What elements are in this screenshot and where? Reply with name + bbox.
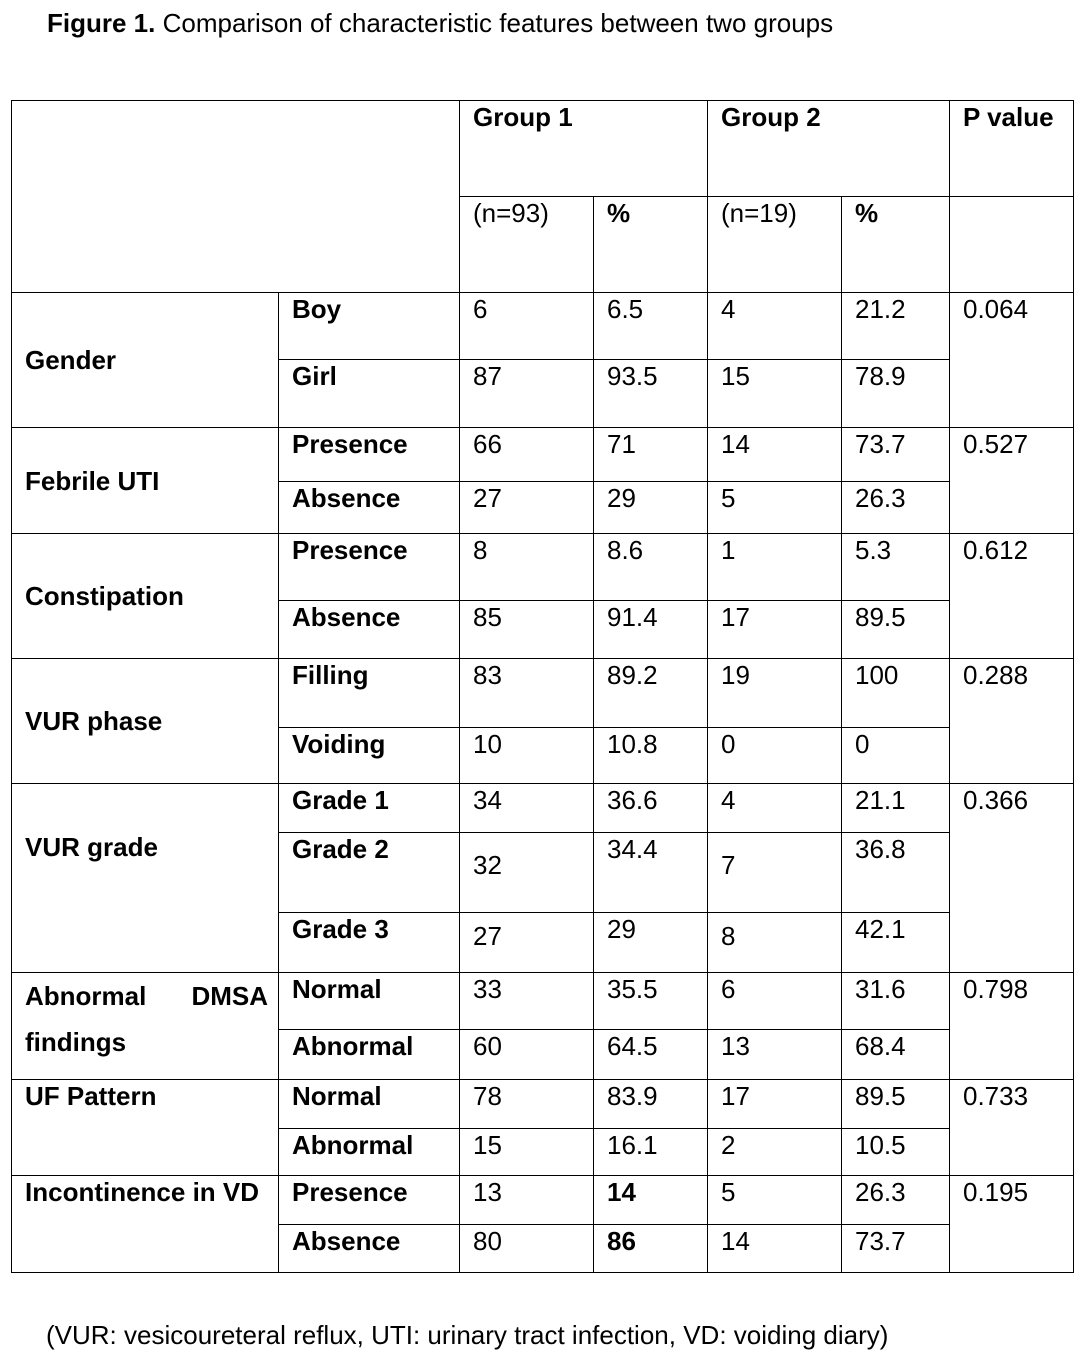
subcategory-label: Grade 1 xyxy=(279,784,460,833)
group1-count: 32 xyxy=(460,833,594,913)
header-pvalue: P value xyxy=(950,101,1074,197)
subcategory-label: Voiding xyxy=(279,728,460,784)
group2-percent: 0 xyxy=(842,728,950,784)
group2-count: 14 xyxy=(708,428,842,482)
p-value: 0.733 xyxy=(950,1080,1074,1176)
group2-percent: 21.1 xyxy=(842,784,950,833)
header-pvalue-empty xyxy=(950,197,1074,293)
group2-count: 2 xyxy=(708,1129,842,1176)
header-group1: Group 1 xyxy=(460,101,708,197)
group1-count: 27 xyxy=(460,913,594,973)
table-row xyxy=(12,784,1074,833)
group1-percent: 29 xyxy=(594,913,708,973)
group2-percent: 73.7 xyxy=(842,428,950,482)
comparison-table xyxy=(11,100,1074,1273)
subcategory-label: Grade 2 xyxy=(279,833,460,913)
group1-percent: 86 xyxy=(594,1225,708,1273)
group1-count: 80 xyxy=(460,1225,594,1273)
group1-count: 87 xyxy=(460,360,594,428)
subcategory-label: Filling xyxy=(279,659,460,728)
group1-percent: 29 xyxy=(594,482,708,534)
group1-count: 60 xyxy=(460,1030,594,1080)
subcategory-label: Girl xyxy=(279,360,460,428)
footnote: (VUR: vesicoureteral reflux, UTI: urinary tract infection, VD: voiding diary) xyxy=(46,1320,889,1350)
group2-count: 5 xyxy=(708,482,842,534)
group1-percent: 71 xyxy=(594,428,708,482)
p-value: 0.195 xyxy=(950,1176,1074,1273)
group2-count: 5 xyxy=(708,1176,842,1225)
category-gender: Gender xyxy=(12,293,279,428)
figure-title: Comparison of characteristic features between two groups xyxy=(155,8,834,38)
table-row xyxy=(12,973,1074,1030)
group1-percent: 16.1 xyxy=(594,1129,708,1176)
figure-label: Figure 1. xyxy=(47,8,156,38)
group1-percent: 83.9 xyxy=(594,1080,708,1129)
category-vur-phase: VUR phase xyxy=(12,659,279,784)
group1-percent: 6.5 xyxy=(594,293,708,360)
subcategory-label: Absence xyxy=(279,601,460,659)
category-abnormal-dmsa xyxy=(12,973,279,1080)
subcategory-label: Presence xyxy=(279,428,460,482)
subcategory-label: Grade 3 xyxy=(279,913,460,973)
subcategory-label: Abnormal xyxy=(279,1030,460,1080)
group2-percent: 100 xyxy=(842,659,950,728)
group2-count: 4 xyxy=(708,293,842,360)
group1-count: 8 xyxy=(460,534,594,601)
group2-percent: 10.5 xyxy=(842,1129,950,1176)
group2-count: 4 xyxy=(708,784,842,833)
category-word: Abnormal xyxy=(25,981,147,1011)
table-row xyxy=(12,1176,1074,1225)
subcategory-label: Presence xyxy=(279,534,460,601)
subcategory-label: Normal xyxy=(279,1080,460,1129)
subcategory-label: Boy xyxy=(279,293,460,360)
group1-percent: 36.6 xyxy=(594,784,708,833)
group1-count: 85 xyxy=(460,601,594,659)
group2-count: 15 xyxy=(708,360,842,428)
category-febrile-uti: Febrile UTI xyxy=(12,428,279,534)
group2-count: 13 xyxy=(708,1030,842,1080)
group1-count: 10 xyxy=(460,728,594,784)
group1-count: 33 xyxy=(460,973,594,1030)
header-pct2: % xyxy=(842,197,950,293)
group1-percent: 14 xyxy=(594,1176,708,1225)
category-constipation: Constipation xyxy=(12,534,279,659)
group2-percent: 31.6 xyxy=(842,973,950,1030)
subcategory-label: Absence xyxy=(279,1225,460,1273)
group1-count: 27 xyxy=(460,482,594,534)
group2-percent: 36.8 xyxy=(842,833,950,913)
category-incontinence-vd: Incontinence in VD xyxy=(12,1176,279,1273)
category-word: DMSA xyxy=(191,981,268,1011)
table-row xyxy=(12,659,1074,728)
group1-percent: 35.5 xyxy=(594,973,708,1030)
header-pct1: % xyxy=(594,197,708,293)
group2-count: 0 xyxy=(708,728,842,784)
header-row-groups xyxy=(12,101,1074,197)
category-uf-pattern: UF Pattern xyxy=(12,1080,279,1176)
group1-count: 34 xyxy=(460,784,594,833)
group1-percent: 89.2 xyxy=(594,659,708,728)
table-row xyxy=(12,534,1074,601)
group1-percent: 64.5 xyxy=(594,1030,708,1080)
group1-percent: 93.5 xyxy=(594,360,708,428)
table-row xyxy=(12,293,1074,360)
table-row xyxy=(12,428,1074,482)
group2-count: 8 xyxy=(708,913,842,973)
group2-count: 14 xyxy=(708,1225,842,1273)
group1-count: 78 xyxy=(460,1080,594,1129)
p-value: 0.612 xyxy=(950,534,1074,659)
p-value: 0.366 xyxy=(950,784,1074,973)
group1-percent: 91.4 xyxy=(594,601,708,659)
p-value: 0.064 xyxy=(950,293,1074,428)
subcategory-label: Absence xyxy=(279,482,460,534)
group1-percent: 10.8 xyxy=(594,728,708,784)
group1-count: 83 xyxy=(460,659,594,728)
header-empty-cell xyxy=(12,101,460,293)
group2-percent: 89.5 xyxy=(842,1080,950,1129)
group1-count: 66 xyxy=(460,428,594,482)
group2-percent: 26.3 xyxy=(842,1176,950,1225)
group2-count: 7 xyxy=(708,833,842,913)
group2-percent: 5.3 xyxy=(842,534,950,601)
p-value: 0.798 xyxy=(950,973,1074,1080)
group2-percent: 26.3 xyxy=(842,482,950,534)
group2-percent: 78.9 xyxy=(842,360,950,428)
p-value: 0.288 xyxy=(950,659,1074,784)
subcategory-label: Presence xyxy=(279,1176,460,1225)
group1-count: 6 xyxy=(460,293,594,360)
group1-count: 15 xyxy=(460,1129,594,1176)
subcategory-label: Normal xyxy=(279,973,460,1030)
group2-count: 6 xyxy=(708,973,842,1030)
header-n1: (n=93) xyxy=(460,197,594,293)
group2-percent: 68.4 xyxy=(842,1030,950,1080)
p-value: 0.527 xyxy=(950,428,1074,534)
group2-count: 19 xyxy=(708,659,842,728)
subcategory-label: Abnormal xyxy=(279,1129,460,1176)
header-group2: Group 2 xyxy=(708,101,950,197)
group2-count: 1 xyxy=(708,534,842,601)
header-n2: (n=19) xyxy=(708,197,842,293)
category-line xyxy=(25,973,268,1019)
group2-count: 17 xyxy=(708,1080,842,1129)
group2-percent: 73.7 xyxy=(842,1225,950,1273)
table-row xyxy=(12,1080,1074,1129)
group1-count: 13 xyxy=(460,1176,594,1225)
group2-count: 17 xyxy=(708,601,842,659)
category-line: findings xyxy=(25,1027,127,1057)
group1-percent: 8.6 xyxy=(594,534,708,601)
group2-percent: 42.1 xyxy=(842,913,950,973)
figure-caption xyxy=(47,6,833,40)
group2-percent: 21.2 xyxy=(842,293,950,360)
group1-percent: 34.4 xyxy=(594,833,708,913)
group2-percent: 89.5 xyxy=(842,601,950,659)
category-vur-grade: VUR grade xyxy=(12,784,279,973)
